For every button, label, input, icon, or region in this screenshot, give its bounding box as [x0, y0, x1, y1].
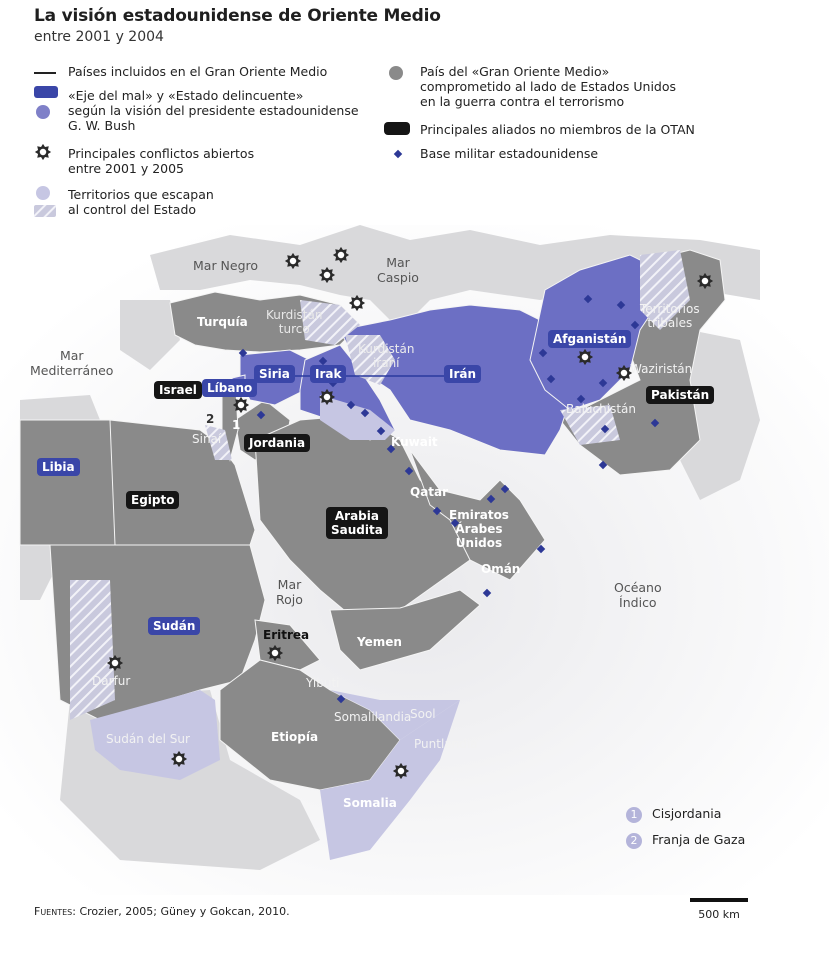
numbered-legend-2-label: Franja de Gaza [652, 832, 746, 847]
label-ethiopia: Etiopía [271, 730, 319, 744]
label-somalia: Somalia [343, 796, 397, 810]
label-turkey: Turquía [197, 315, 248, 329]
legend-axis-of-evil-label: «Eje del mal» y «Estado delincuente» según la visión del presidente estadounidense G. W. Bush [68, 88, 359, 133]
label-iran: Irán [444, 365, 481, 383]
label-kurdistan-irani: Kurdistán iraní [358, 342, 415, 370]
label-baluchistan: Baluchistán [566, 402, 636, 416]
legend-base-symbol [394, 150, 402, 158]
label-jordan: Jordania [244, 434, 310, 452]
legend-territory-hatch-symbol [34, 205, 56, 217]
numbered-legend-1 [626, 806, 721, 823]
shape-darfur [70, 580, 115, 720]
legend-axis-badge-symbol [34, 86, 58, 98]
label-oman: Omán [481, 562, 521, 576]
marker-gaza: 2 [206, 412, 215, 426]
sea-red-sea: Mar Rojo [276, 577, 303, 607]
legend-war-on-terror-label: País del «Gran Oriente Medio» comprometido al lado de Estados Unidos en la guerra contra el terrorismo [420, 64, 677, 109]
numbered-legend-2-dot: 2 [626, 833, 642, 849]
sea-indian-ocean: Océano Índico [614, 580, 662, 610]
label-djibouti: Yibuti [306, 676, 340, 690]
label-iraq: Irak [310, 365, 346, 383]
map-subtitle: entre 2001 y 2004 [34, 29, 164, 45]
source-text: Crozier, 2005; Güney y Gokcan, 2010. [75, 905, 290, 918]
label-qatar: Qatar [410, 485, 449, 499]
label-sinai: Sinaí [192, 432, 222, 446]
label-israel: Israel [154, 381, 202, 399]
label-somaliland: Somalilandia [334, 710, 412, 724]
legend-territories-label: Territorios que escapan al control del Estado [68, 187, 214, 217]
legend-non-nato-allies-label: Principales aliados no miembros de la OTAN [420, 122, 695, 137]
label-yemen: Yemen [357, 635, 402, 649]
scale-bar [690, 898, 748, 921]
legend-conflict-symbol [35, 144, 51, 160]
label-syria: Siria [254, 365, 295, 383]
label-kuwait: Kuwait [391, 435, 438, 449]
label-darfur: Darfur [92, 674, 131, 688]
label-pakistan: Pakistán [646, 386, 714, 404]
label-waziristan: Waziristán [630, 362, 693, 376]
shape-libya [20, 420, 120, 545]
legend-axis-dot-symbol [36, 105, 50, 119]
label-lebanon: Líbano [202, 379, 257, 397]
legend-conflicts-label: Principales conflictos abiertos entre 2001 y 2005 [68, 146, 255, 176]
marker-west-bank: 1 [232, 418, 241, 432]
label-afghanistan: Afganistán [548, 330, 631, 348]
sea-caspian: Mar Caspio [377, 255, 419, 285]
sea-black-sea: Mar Negro [193, 258, 259, 273]
source-prefix: Fuentes: [34, 905, 76, 918]
sea-mediterranean: Mar Mediterráneo [30, 348, 114, 378]
label-libya: Libia [37, 458, 80, 476]
map-title: La visión estadounidense de Oriente Medio [34, 6, 441, 26]
label-saudi-arabia: Arabia Saudita [326, 507, 388, 539]
label-puntland: Puntlandia [414, 737, 478, 751]
label-tribal-areas: Territorios tribales [640, 302, 700, 330]
legend-greater-me-label: Países incluidos en el Gran Oriente Medio [68, 64, 328, 79]
label-egypt: Egipto [126, 491, 179, 509]
label-eritrea: Eritrea [263, 628, 310, 642]
numbered-legend-1-dot: 1 [626, 807, 642, 823]
legend-us-base-label: Base militar estadounidense [420, 146, 599, 161]
legend-territory-dot-symbol [36, 186, 50, 200]
label-south-sudan: Sudán del Sur [106, 732, 190, 746]
numbered-legend-2 [626, 832, 745, 849]
legend-allies-badge-symbol [384, 122, 410, 135]
label-sudan: Sudán [148, 617, 200, 635]
source-note [34, 905, 290, 918]
label-kurdistan-turco: Kurdistán turco [266, 308, 323, 336]
label-sool: Sool [410, 707, 436, 721]
label-uae: Emiratos Árabes Unidos [449, 508, 509, 550]
numbered-legend-1-label: Cisjordania [652, 806, 722, 821]
scale-bar-line [690, 898, 748, 902]
scale-bar-label: 500 km [698, 908, 740, 921]
legend-war-dot-symbol [389, 66, 403, 80]
